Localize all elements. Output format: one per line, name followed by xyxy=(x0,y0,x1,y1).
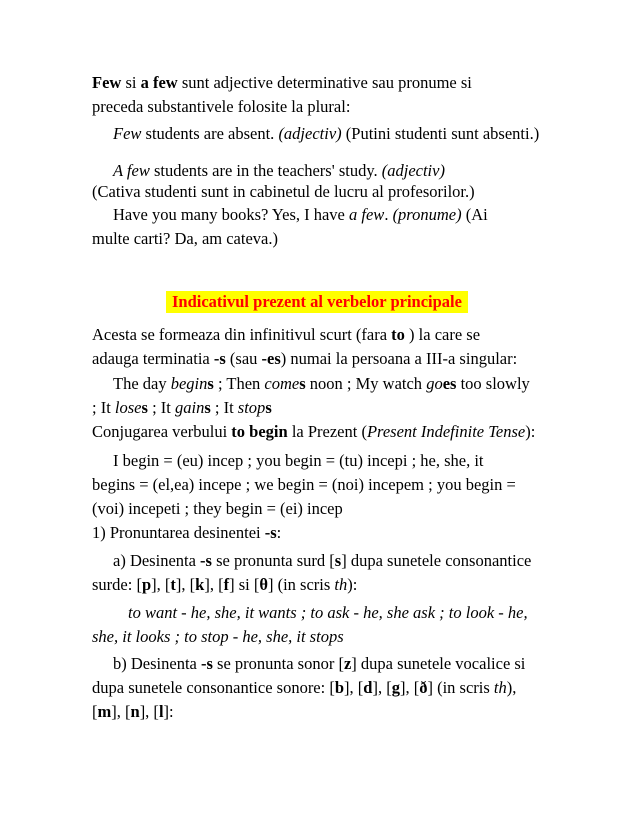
paragraph-line xyxy=(92,325,480,345)
text: la Prezent ( xyxy=(287,422,367,441)
bold-word: -s xyxy=(200,654,213,673)
italic-word: (adjectiv) xyxy=(278,124,342,143)
bold-word: θ xyxy=(259,575,268,594)
text: ], [ xyxy=(151,575,171,594)
text: . xyxy=(384,205,393,224)
text: b) Desinenta xyxy=(113,654,201,673)
bold-word: p xyxy=(141,575,152,594)
italic-word: Present Indefinite Tense xyxy=(366,422,526,441)
text: ) numai la persoana a III-a singular: xyxy=(280,349,518,368)
text: (Putini studenti sunt absenti.) xyxy=(341,124,540,143)
bold-word: s xyxy=(207,374,214,393)
example-line xyxy=(113,124,539,144)
text: ], [ xyxy=(175,575,196,594)
text: dupa sunetele consonantice sonore: [ xyxy=(92,678,335,697)
text: ; It xyxy=(147,398,175,417)
text: ], [ xyxy=(344,678,364,697)
bold-word: to xyxy=(391,325,405,344)
italic-word: a few xyxy=(349,205,385,224)
bold-word: s xyxy=(299,374,306,393)
text: ] (in scris xyxy=(427,678,494,697)
text: Conjugarea verbului xyxy=(92,422,232,441)
text: [ xyxy=(92,702,98,721)
example-line xyxy=(113,161,445,181)
text: noon ; My watch xyxy=(305,374,427,393)
text: Have you many books? Yes, I have xyxy=(113,205,350,224)
example-line xyxy=(92,627,344,647)
example-line: (Cativa studenti sunt in cabinetul de lucru al profesorilor.) xyxy=(92,182,475,201)
text: se pronunta surd [ xyxy=(211,551,335,570)
text: sunt adjective determinative sau pronume si xyxy=(177,73,472,92)
paragraph-line xyxy=(92,523,281,543)
text: (Ai xyxy=(461,205,488,224)
paragraph-line xyxy=(92,575,357,595)
italic-word: Few xyxy=(113,124,142,143)
section-heading: Indicativul prezent al verbelor principale xyxy=(166,291,468,313)
text: (sau xyxy=(225,349,262,368)
example-line xyxy=(113,205,488,225)
paragraph-line xyxy=(92,349,517,369)
bold-word: t xyxy=(170,575,176,594)
bold-word: z xyxy=(343,654,352,673)
example-line xyxy=(128,603,528,623)
text: ] si [ xyxy=(229,575,260,594)
text: too slowly xyxy=(456,374,530,393)
paragraph-line xyxy=(113,654,525,674)
bold-word: es xyxy=(442,374,457,393)
text: : xyxy=(276,523,282,542)
text: ; Then xyxy=(213,374,265,393)
italic-word: go xyxy=(426,374,443,393)
italic-word: lose xyxy=(114,398,142,417)
bold-word: ð xyxy=(419,678,428,697)
italic-word: th xyxy=(493,678,507,697)
text: 1) Pronuntarea desinentei xyxy=(92,523,265,542)
example-line: (voi) incepeti ; they begin = (ei) incep xyxy=(92,499,343,518)
italic-text: to want - he, she, it wants ; to ask - he, she ask ; to look - he, xyxy=(128,603,528,622)
text: ] dupa sunetele consonantice xyxy=(341,551,532,570)
text: ], [ xyxy=(204,575,224,594)
text: ), xyxy=(506,678,517,697)
bold-word: n xyxy=(130,702,140,721)
italic-text: she, it looks ; to stop - he, she, it stops xyxy=(92,627,344,646)
bold-word: -s xyxy=(264,523,277,542)
text: ], [ xyxy=(139,702,159,721)
text: adauga terminatia xyxy=(92,349,214,368)
bold-word: a few xyxy=(140,73,178,92)
text: se pronunta sonor [ xyxy=(212,654,344,673)
text: ): xyxy=(525,422,536,441)
bold-word: -es xyxy=(261,349,281,368)
bold-word: s xyxy=(204,398,211,417)
bold-word: s xyxy=(265,398,272,417)
italic-word: (pronume) xyxy=(392,205,462,224)
paragraph-line xyxy=(113,551,531,571)
bold-word: Few xyxy=(92,73,122,92)
text: ], [ xyxy=(372,678,392,697)
text: ; It xyxy=(210,398,238,417)
example-line: multe carti? Da, am cateva.) xyxy=(92,229,278,248)
italic-word: come xyxy=(264,374,300,393)
bold-word: f xyxy=(223,575,230,594)
italic-word: th xyxy=(334,575,348,594)
bold-word: -s xyxy=(213,349,226,368)
bold-word: l xyxy=(158,702,164,721)
italic-word: gain xyxy=(174,398,205,417)
italic-word: begin xyxy=(170,374,208,393)
text: si xyxy=(121,73,141,92)
paragraph-line xyxy=(92,678,516,698)
text: ], [ xyxy=(111,702,131,721)
text: surde: [ xyxy=(92,575,142,594)
text: ; It xyxy=(92,398,115,417)
text: students are in the teachers' study. xyxy=(149,161,382,180)
paragraph-line xyxy=(92,422,535,442)
text: Acesta se formeaza din infinitivul scurt (fara xyxy=(92,325,392,344)
example-line xyxy=(92,398,272,418)
bold-word: s xyxy=(334,551,342,570)
bold-word: -s xyxy=(200,551,212,570)
bold-word: k xyxy=(195,575,205,594)
bold-word: d xyxy=(363,678,373,697)
bold-word: g xyxy=(391,678,400,697)
paragraph-line xyxy=(92,73,472,93)
text: ) la care se xyxy=(404,325,481,344)
text: students are absent. xyxy=(141,124,279,143)
italic-word: (adjectiv) xyxy=(381,161,445,180)
text: ], [ xyxy=(399,678,420,697)
italic-word: stop xyxy=(237,398,266,417)
paragraph-line xyxy=(92,702,174,722)
bold-word: b xyxy=(334,678,345,697)
text: ] (in scris xyxy=(267,575,335,594)
example-line: I begin = (eu) incep ; you begin = (tu) incepi ; he, she, it xyxy=(113,451,484,470)
text: ] dupa sunetele vocalice si xyxy=(351,654,526,673)
paragraph-line: preceda substantivele folosite la plural: xyxy=(92,97,351,116)
text: ): xyxy=(347,575,358,594)
example-line: begins = (el,ea) incepe ; we begin = (noi) incepem ; you begin = xyxy=(92,475,516,494)
bold-word: s xyxy=(141,398,148,417)
italic-word: A few xyxy=(113,161,150,180)
bold-word: to begin xyxy=(231,422,288,441)
text: a) Desinenta xyxy=(113,551,201,570)
text: ]: xyxy=(163,702,174,721)
example-line xyxy=(113,374,530,394)
text: The day xyxy=(113,374,171,393)
bold-word: m xyxy=(97,702,112,721)
